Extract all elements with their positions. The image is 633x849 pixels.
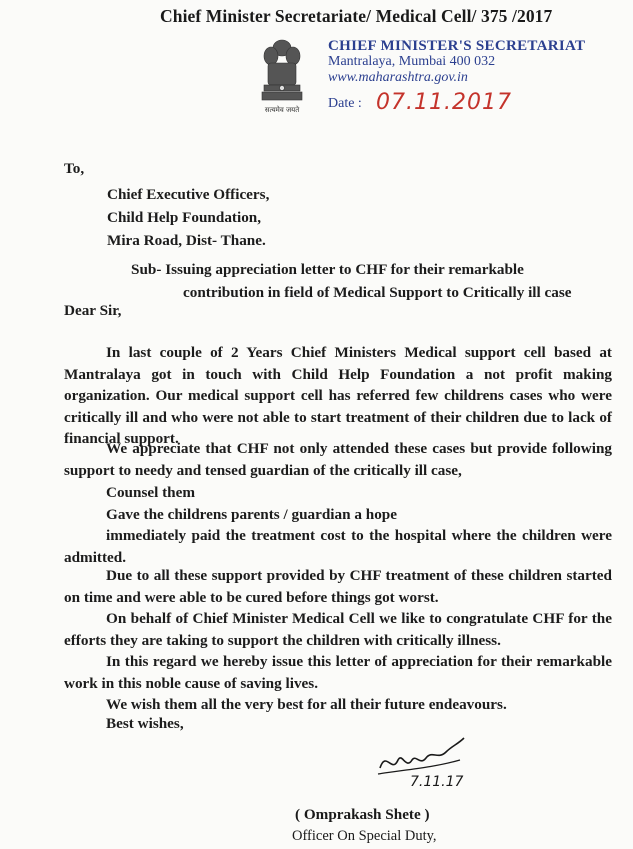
paragraph-1: In last couple of 2 Years Chief Ministers Medical support cell based at Mantralaya got in touch with Child Help Foundation a not profit making organization. Our medical support cell has referred few childrens cases who were critically ill and who were not able to start treatment of their children due to lack of financial support. [64,344,612,447]
reference-number: Chief Minister Secretariate/ Medical Cell/ 375 /2017 [160,6,553,26]
org-name: CHIEF MINISTER'S SECRETARIAT [328,38,586,54]
signatory-role: Officer On Special Duty, [292,828,437,844]
letterhead [328,38,585,86]
support-list [64,482,612,568]
subject-line-2: contribution in field of Medical Support to Critically ill case [183,284,572,301]
recipient-address [107,183,269,252]
list-item: Gave the childrens parents / guardian a hope [106,505,397,523]
subject [131,258,572,304]
state-emblem-icon [254,36,310,118]
to-label: To, [64,160,85,177]
signature-icon [372,730,472,790]
paragraph-5: In this regard we hereby issue this letter of appreciation for their remarkable work in this noble cause of saving lives. [64,653,612,692]
subject-line-1: Sub- Issuing appreciation letter to CHF for their remarkable [131,261,524,278]
signatory-name: ( Omprakash Shete ) [295,806,430,823]
date-label: Date : [328,96,362,111]
list-item: immediately paid the treatment cost to the hospital where the children were admitted. [64,527,612,566]
closing: Best wishes, [106,715,184,732]
list-item: Counsel them [106,484,196,501]
signature-date: 7.11.17 [410,774,464,790]
paragraph-4: On behalf of Chief Minister Medical Cell we like to congratulate CHF for the efforts they are taking to support the children with critically illness. [64,610,612,649]
recipient-line: Mira Road, Dist- Thane. [107,232,266,249]
paragraph-6: We wish them all the very best for all their future endeavours. [106,696,507,713]
recipient-line: Chief Executive Officers, [107,186,270,203]
paragraph-3: Due to all these support provided by CHF treatment of these children started on time and were able to be cured before things got worst. [64,567,612,606]
recipient-line: Child Help Foundation, [107,209,262,226]
paragraph-2: We appreciate that CHF not only attended these cases but provide following support to needy and tensed guardian of the critically ill case, [64,440,612,479]
org-address: Mantralaya, Mumbai 400 032 [328,54,496,69]
org-website: www.maharashtra.gov.in [328,70,468,85]
handwritten-date: 07.11.2017 [376,90,512,115]
salutation: Dear Sir, [64,302,122,319]
emblem-motto: सत्यमेव जयते [264,106,300,114]
